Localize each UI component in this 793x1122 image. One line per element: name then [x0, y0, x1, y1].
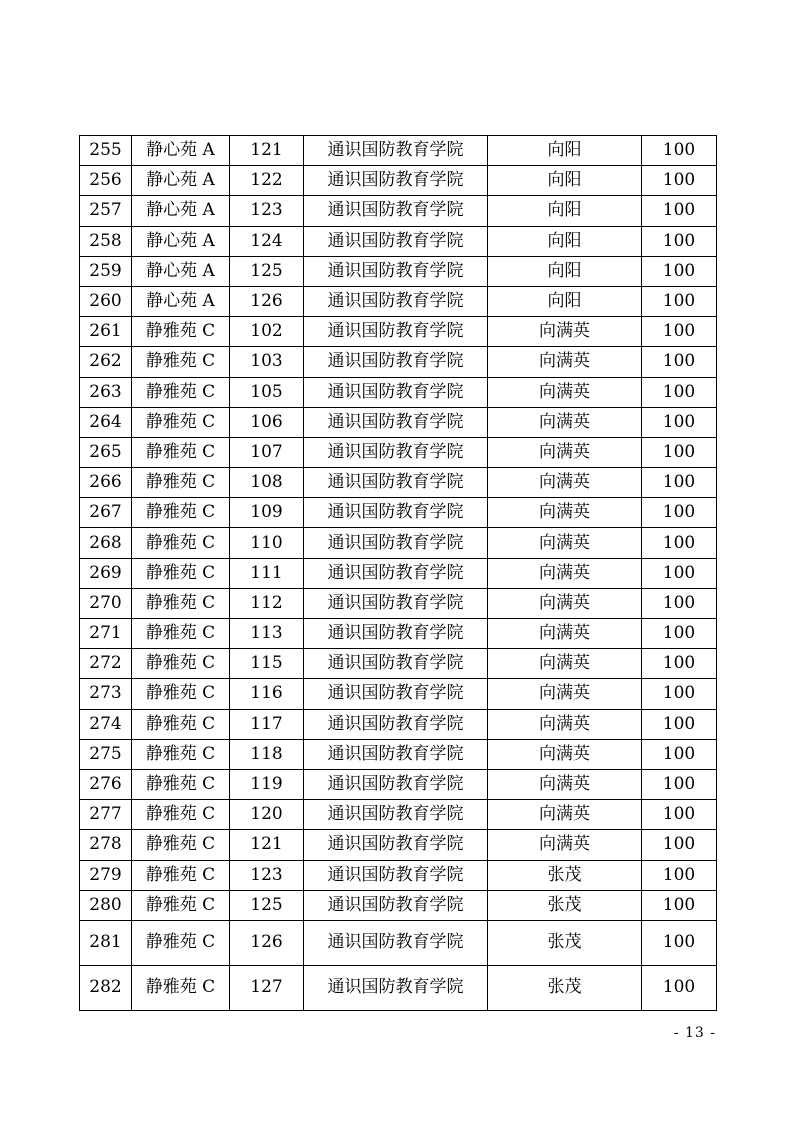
cell-building: 静雅苑 C: [132, 558, 230, 588]
cell-room: 126: [230, 286, 304, 316]
cell-teacher: 向阳: [488, 166, 642, 196]
cell-index: 276: [80, 769, 132, 799]
cell-score: 100: [642, 136, 717, 166]
table-row: [80, 830, 717, 860]
cell-score: 100: [642, 619, 717, 649]
cell-room: 106: [230, 407, 304, 437]
cell-room: 118: [230, 739, 304, 769]
cell-score: 100: [642, 588, 717, 618]
cell-college: 通识国防教育学院: [304, 588, 488, 618]
cell-index: 269: [80, 558, 132, 588]
table-row: [80, 196, 717, 226]
cell-teacher: 向阳: [488, 136, 642, 166]
cell-room: 120: [230, 800, 304, 830]
cell-college: 通识国防教育学院: [304, 377, 488, 407]
cell-college: 通识国防教育学院: [304, 890, 488, 920]
cell-college: 通识国防教育学院: [304, 136, 488, 166]
cell-building: 静雅苑 C: [132, 347, 230, 377]
cell-score: 100: [642, 830, 717, 860]
cell-building: 静心苑 A: [132, 196, 230, 226]
cell-college: 通识国防教育学院: [304, 256, 488, 286]
table-row: [80, 649, 717, 679]
table-row: [80, 377, 717, 407]
cell-index: 274: [80, 709, 132, 739]
cell-room: 124: [230, 226, 304, 256]
cell-college: 通识国防教育学院: [304, 709, 488, 739]
cell-index: 278: [80, 830, 132, 860]
cell-index: 272: [80, 649, 132, 679]
table-row: [80, 709, 717, 739]
cell-room: 115: [230, 649, 304, 679]
table-row: [80, 588, 717, 618]
cell-index: 262: [80, 347, 132, 377]
table-row: [80, 347, 717, 377]
cell-building: 静心苑 A: [132, 256, 230, 286]
cell-room: 107: [230, 437, 304, 467]
table-row: [80, 226, 717, 256]
cell-index: 279: [80, 860, 132, 890]
cell-college: 通识国防教育学院: [304, 739, 488, 769]
cell-college: 通识国防教育学院: [304, 166, 488, 196]
table-row: [80, 558, 717, 588]
cell-index: 275: [80, 739, 132, 769]
cell-building: 静雅苑 C: [132, 437, 230, 467]
cell-teacher: 向满英: [488, 377, 642, 407]
table-row: [80, 286, 717, 316]
cell-teacher: 向满英: [488, 317, 642, 347]
cell-building: 静雅苑 C: [132, 588, 230, 618]
table-body: [80, 136, 717, 1011]
cell-building: 静心苑 A: [132, 226, 230, 256]
table-row: [80, 800, 717, 830]
cell-college: 通识国防教育学院: [304, 965, 488, 1010]
cell-room: 108: [230, 468, 304, 498]
cell-room: 126: [230, 920, 304, 965]
cell-room: 123: [230, 860, 304, 890]
table-row: [80, 528, 717, 558]
cell-room: 116: [230, 679, 304, 709]
cell-college: 通识国防教育学院: [304, 407, 488, 437]
data-table: [79, 135, 717, 1011]
cell-score: 100: [642, 739, 717, 769]
cell-college: 通识国防教育学院: [304, 619, 488, 649]
cell-score: 100: [642, 226, 717, 256]
cell-room: 121: [230, 136, 304, 166]
cell-score: 100: [642, 256, 717, 286]
cell-index: 257: [80, 196, 132, 226]
cell-teacher: 向满英: [488, 347, 642, 377]
table-row: [80, 498, 717, 528]
cell-college: 通识国防教育学院: [304, 347, 488, 377]
cell-teacher: 张茂: [488, 920, 642, 965]
cell-index: 259: [80, 256, 132, 286]
cell-index: 260: [80, 286, 132, 316]
cell-teacher: 张茂: [488, 860, 642, 890]
cell-teacher: 向满英: [488, 407, 642, 437]
cell-teacher: 向满英: [488, 588, 642, 618]
table-row: [80, 769, 717, 799]
cell-building: 静雅苑 C: [132, 860, 230, 890]
table-row: [80, 890, 717, 920]
cell-score: 100: [642, 965, 717, 1010]
cell-building: 静雅苑 C: [132, 649, 230, 679]
cell-room: 102: [230, 317, 304, 347]
table-row: [80, 468, 717, 498]
cell-score: 100: [642, 649, 717, 679]
cell-building: 静雅苑 C: [132, 619, 230, 649]
cell-building: 静雅苑 C: [132, 498, 230, 528]
cell-teacher: 向阳: [488, 226, 642, 256]
table-row: [80, 256, 717, 286]
cell-index: 277: [80, 800, 132, 830]
cell-building: 静雅苑 C: [132, 317, 230, 347]
cell-score: 100: [642, 377, 717, 407]
cell-teacher: 向阳: [488, 196, 642, 226]
cell-score: 100: [642, 709, 717, 739]
cell-building: 静雅苑 C: [132, 965, 230, 1010]
cell-room: 109: [230, 498, 304, 528]
cell-college: 通识国防教育学院: [304, 558, 488, 588]
cell-college: 通识国防教育学院: [304, 860, 488, 890]
cell-building: 静雅苑 C: [132, 468, 230, 498]
cell-room: 105: [230, 377, 304, 407]
cell-building: 静雅苑 C: [132, 920, 230, 965]
cell-score: 100: [642, 468, 717, 498]
cell-index: 256: [80, 166, 132, 196]
cell-score: 100: [642, 166, 717, 196]
cell-index: 271: [80, 619, 132, 649]
cell-index: 270: [80, 588, 132, 618]
cell-college: 通识国防教育学院: [304, 498, 488, 528]
cell-score: 100: [642, 528, 717, 558]
cell-teacher: 向满英: [488, 558, 642, 588]
cell-score: 100: [642, 920, 717, 965]
cell-building: 静雅苑 C: [132, 800, 230, 830]
cell-index: 261: [80, 317, 132, 347]
cell-score: 100: [642, 860, 717, 890]
cell-room: 121: [230, 830, 304, 860]
cell-room: 110: [230, 528, 304, 558]
cell-room: 113: [230, 619, 304, 649]
cell-teacher: 向满英: [488, 679, 642, 709]
cell-building: 静心苑 A: [132, 136, 230, 166]
cell-index: 266: [80, 468, 132, 498]
cell-score: 100: [642, 558, 717, 588]
cell-score: 100: [642, 347, 717, 377]
cell-college: 通识国防教育学院: [304, 196, 488, 226]
cell-teacher: 向满英: [488, 649, 642, 679]
table-row: [80, 166, 717, 196]
cell-room: 111: [230, 558, 304, 588]
cell-room: 119: [230, 769, 304, 799]
cell-building: 静雅苑 C: [132, 407, 230, 437]
cell-teacher: 向阳: [488, 256, 642, 286]
cell-score: 100: [642, 498, 717, 528]
cell-index: 265: [80, 437, 132, 467]
cell-building: 静心苑 A: [132, 166, 230, 196]
cell-college: 通识国防教育学院: [304, 468, 488, 498]
cell-college: 通识国防教育学院: [304, 769, 488, 799]
cell-index: 281: [80, 920, 132, 965]
table-row: [80, 437, 717, 467]
table-row: [80, 317, 717, 347]
cell-index: 264: [80, 407, 132, 437]
page-number: - 13 -: [673, 1025, 716, 1041]
cell-building: 静雅苑 C: [132, 528, 230, 558]
cell-score: 100: [642, 286, 717, 316]
cell-score: 100: [642, 890, 717, 920]
cell-college: 通识国防教育学院: [304, 920, 488, 965]
cell-teacher: 向满英: [488, 800, 642, 830]
cell-index: 255: [80, 136, 132, 166]
cell-building: 静心苑 A: [132, 286, 230, 316]
cell-index: 263: [80, 377, 132, 407]
cell-teacher: 向满英: [488, 769, 642, 799]
table-row: [80, 860, 717, 890]
cell-teacher: 向满英: [488, 498, 642, 528]
cell-building: 静雅苑 C: [132, 830, 230, 860]
cell-score: 100: [642, 317, 717, 347]
cell-building: 静雅苑 C: [132, 769, 230, 799]
cell-college: 通识国防教育学院: [304, 649, 488, 679]
table-row: [80, 136, 717, 166]
cell-college: 通识国防教育学院: [304, 226, 488, 256]
cell-college: 通识国防教育学院: [304, 286, 488, 316]
cell-room: 112: [230, 588, 304, 618]
cell-score: 100: [642, 407, 717, 437]
cell-room: 103: [230, 347, 304, 377]
cell-index: 258: [80, 226, 132, 256]
cell-score: 100: [642, 196, 717, 226]
cell-room: 117: [230, 709, 304, 739]
cell-college: 通识国防教育学院: [304, 528, 488, 558]
table-row: [80, 679, 717, 709]
table-row: [80, 920, 717, 965]
cell-room: 123: [230, 196, 304, 226]
cell-teacher: 向阳: [488, 286, 642, 316]
cell-teacher: 向满英: [488, 528, 642, 558]
cell-room: 122: [230, 166, 304, 196]
cell-room: 125: [230, 256, 304, 286]
cell-index: 280: [80, 890, 132, 920]
cell-college: 通识国防教育学院: [304, 800, 488, 830]
cell-index: 273: [80, 679, 132, 709]
cell-building: 静雅苑 C: [132, 377, 230, 407]
cell-teacher: 向满英: [488, 619, 642, 649]
cell-building: 静雅苑 C: [132, 890, 230, 920]
cell-college: 通识国防教育学院: [304, 437, 488, 467]
table-row: [80, 407, 717, 437]
cell-room: 125: [230, 890, 304, 920]
cell-teacher: 张茂: [488, 890, 642, 920]
cell-index: 267: [80, 498, 132, 528]
cell-teacher: 向满英: [488, 709, 642, 739]
cell-teacher: 向满英: [488, 830, 642, 860]
table-row: [80, 619, 717, 649]
cell-score: 100: [642, 769, 717, 799]
cell-teacher: 向满英: [488, 468, 642, 498]
cell-college: 通识国防教育学院: [304, 317, 488, 347]
cell-room: 127: [230, 965, 304, 1010]
table-row: [80, 965, 717, 1010]
cell-building: 静雅苑 C: [132, 709, 230, 739]
cell-index: 282: [80, 965, 132, 1010]
cell-teacher: 张茂: [488, 965, 642, 1010]
cell-college: 通识国防教育学院: [304, 830, 488, 860]
cell-teacher: 向满英: [488, 739, 642, 769]
cell-score: 100: [642, 679, 717, 709]
cell-college: 通识国防教育学院: [304, 679, 488, 709]
cell-building: 静雅苑 C: [132, 739, 230, 769]
table-row: [80, 739, 717, 769]
cell-score: 100: [642, 437, 717, 467]
cell-score: 100: [642, 800, 717, 830]
cell-building: 静雅苑 C: [132, 679, 230, 709]
cell-index: 268: [80, 528, 132, 558]
cell-teacher: 向满英: [488, 437, 642, 467]
